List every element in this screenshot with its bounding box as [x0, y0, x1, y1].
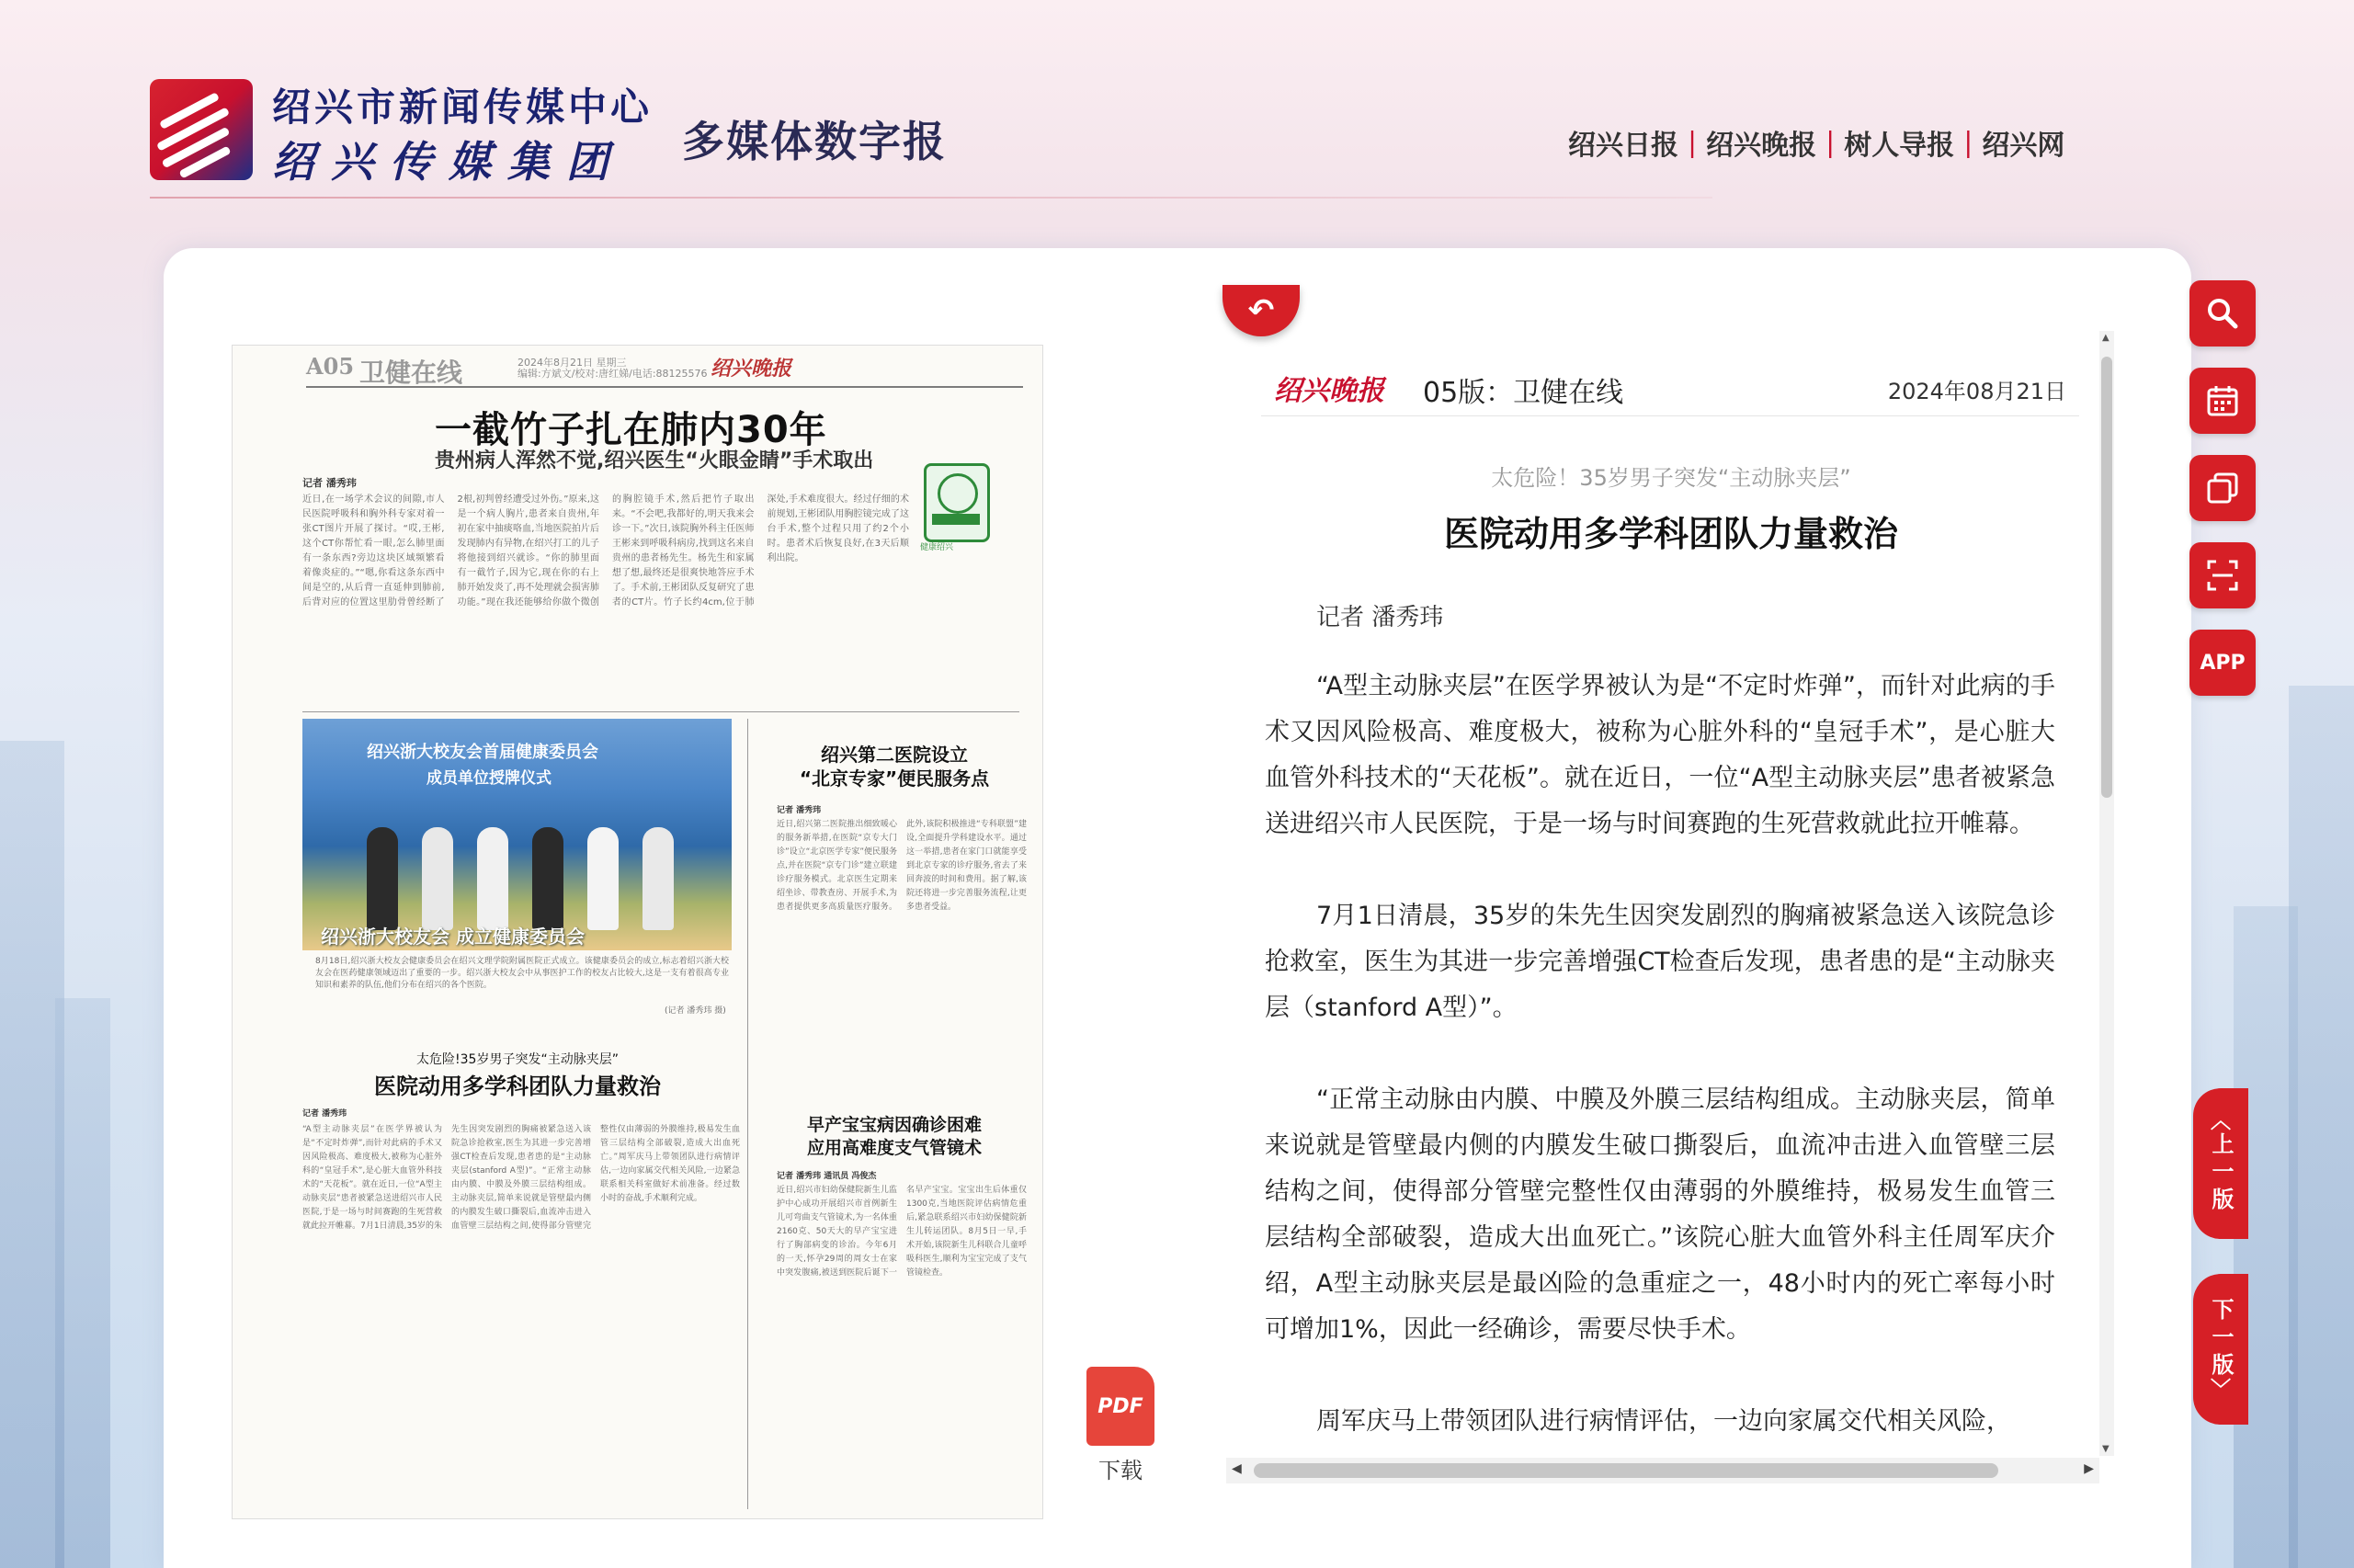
background-building — [2289, 686, 2354, 1568]
logo — [150, 79, 253, 180]
story2-body[interactable]: 近日,绍兴第二医院推出细致暖心的服务新举措,在医院“京专大门诊”设立“北京医学专家”便民服务点,并在医院“京专门诊”建立联建诊疗服务模式。北京医生定期来绍坐诊、带教查房、开展手术,为患者提供更多高质量医疗服务。此外,该院积极推进“专科联盟”建设,全面提升学科建设水平。通过这一举措,患者在家门口就能享受到北京专家的诊疗服务,省去了来回奔波的时间和费用。据了解,该院还将进一步完善服务流程,让更多患者受益。 — [777, 820, 1027, 912]
nav-link-shaoxing-net[interactable]: 绍兴网 — [1982, 130, 2065, 162]
story2-title[interactable]: 绍兴第二医院设立 “北京专家”便民服务点 — [799, 744, 990, 790]
horizontal-scroll-thumb[interactable] — [1254, 1463, 1998, 1478]
prev-page-label: 上一版 — [2208, 1132, 2234, 1215]
article-body — [1265, 664, 2055, 1443]
scan-icon — [2204, 557, 2241, 594]
background-building — [55, 998, 110, 1568]
copy-button[interactable] — [2189, 455, 2256, 521]
story4-title[interactable]: 早产宝宝病因确诊困难 应用高难度支气管镜术 — [806, 1115, 982, 1158]
chevron-up-icon: ︿ — [2210, 1110, 2231, 1133]
org-name: 绍兴市新闻传媒中心 — [272, 85, 654, 130]
group-name: 绍兴传媒集团 — [272, 137, 625, 187]
page-section-name: 卫健在线 — [359, 358, 463, 388]
article-paragraph: “A型主动脉夹层”在医学界被认为是“不定时炸弹”，而针对此病的手术又因风险极高、难度极大，被称为心脏外科的“皇冠手术”，是心脏大血管外科技术的“天花板”。就在近日，一位“A型主动脉夹层”患者被紧急送进绍兴市人民医院，于是一场与时间赛跑的生死营救就此拉开帷幕。 — [1265, 672, 2055, 838]
next-page-button[interactable] — [2193, 1274, 2248, 1425]
vertical-scrollbar[interactable] — [2099, 331, 2114, 1456]
photo-person — [367, 827, 398, 930]
photo-person — [643, 827, 674, 930]
article-kicker: 太危险！35岁男子突发“主动脉夹层” — [1491, 465, 1851, 491]
seal-ring — [938, 473, 978, 514]
page-editor-line: 编辑:方斌文/校对:唐红娣/电话:88125576 — [517, 368, 708, 380]
nav-separator: | — [1963, 126, 1973, 159]
vertical-scroll-thumb[interactable] — [2101, 357, 2112, 798]
story4-byline: 记者 潘秀玮 通讯员 冯俊杰 — [777, 1172, 877, 1181]
scroll-up-arrow-icon[interactable]: ▲ — [2102, 333, 2110, 343]
article-author: 记者 潘秀玮 — [1316, 604, 1444, 631]
app-button[interactable]: APP — [2189, 630, 2256, 696]
calendar-icon — [2204, 382, 2241, 419]
story4-body[interactable]: 近日,绍兴市妇幼保健院新生儿监护中心成功开展绍兴市首例新生儿可弯曲支气管镜术,为一名体重2160克、50天大的早产宝宝进行了胸部病变的诊治。今年6月的一天,怀孕29周的周女士在家中突发腹痛,被送到医院后诞下一名早产宝宝。宝宝出生后体重仅1300克,当地医院评估病情危重后,紧急联系绍兴市妇幼保健院新生儿转运团队。8月5日一早,手术开始,该院新生儿科联合儿童呼吸科医生,顺利为宝宝完成了支气管镜检查。 — [777, 1186, 1027, 1278]
story3-body[interactable]: “A型主动脉夹层”在医学界被认为是“不定时炸弹”,而针对此病的手术又因风险极高、难度极大,被称为心脏外科的“皇冠手术”,是心脏大血管外科技术的“天花板”。就在近日,一位“A型主动脉夹层”患者被紧急送进绍兴市人民医院,于是一场与时间赛跑的生死营救就此拉开帷幕。7月1日清晨,35岁的朱先生因突发剧烈的胸痛被紧急送入该院急诊抢救室,医生为其进一步完善增强CT检查后发现,患者患的是“主动脉夹层(stanford A型)”。“正常主动脉由内膜、中膜及外膜三层结构组成。主动脉夹层,简单来说就是管壁最内侧的内膜发生破口撕裂后,血流冲击进入血管壁三层结构之间,使得部分管壁完整性仅由薄弱的外膜维持,极易发生血管三层结构全部破裂,造成大出血死亡。”周军庆马上带领团队进行病情评估,一边向家属交代相关风险,一边紧急联系相关科室做好术前准备。经过数小时的奋战,手术顺利完成。 — [302, 1125, 740, 1231]
top-nav — [1568, 122, 2064, 163]
pdf-download-label[interactable]: 下载 — [1098, 1458, 1143, 1483]
event-photo[interactable] — [302, 719, 732, 950]
pdf-download-icon[interactable]: PDF — [1086, 1367, 1154, 1446]
photo-banner-sub: 成员单位授牌仪式 — [426, 769, 552, 788]
article-header — [1261, 364, 2079, 416]
article-paragraph: “正常主动脉由内膜、中膜及外膜三层结构组成。主动脉夹层，简单来说就是管壁最内侧的内膜发生破口撕裂后，血流冲击进入血管壁三层结构之间，使得部分管壁完整性仅由薄弱的外膜维持，极易发生血管三层结构全部破裂，造成大出血死亡。”该院心脏大血管外科主任周军庆介绍，A型主动脉夹层是最凶险的急重症之一，48小时内的死亡率每小时可增加1%，因此一经确诊，需要尽快手术。 — [1265, 1085, 2055, 1344]
article-title: 医院动用多学科团队力量救治 — [1443, 514, 1898, 554]
header-divider — [150, 197, 1712, 199]
photo-person — [587, 827, 619, 930]
story3-title[interactable]: 医院动用多学科团队力量救治 — [374, 1074, 661, 1099]
back-arrow-icon: ↶ — [1247, 292, 1275, 329]
scan-button[interactable] — [2189, 542, 2256, 608]
story1-body[interactable]: 近日,在一场学术会议的间隙,市人民医院呼吸科和胸外科专家对着一张CT图片开展了探讨。“哎,王彬,这个CT你帮忙看一眼,怎么肺里面有一条东西?旁边这块区域频繁看着像炎症的。”“嗯,你看这条东西中间是空的,从后背一直延伸到肺前,后背对应的位置这里肋骨曾经断了2根,初判曾经遭受过外伤。”原来,这是一个病人胸片,患者来自贵州,年初在家中抽痰咯血,当地医院拍片后发现肺内有异物,在绍兴打工的儿子将他接到绍兴就诊。“你的肺里面有一截竹子,因为它,现在你的右上肺开始发炎了,再不处理就会损害肺功能。”现在我还能够给你做个微创的胸腔镜手术,然后把竹子取出来。“不会吧,我都好的,明天我来会诊一下。”次日,该院胸外科主任医师王彬来到呼吸科病房,找到这名来自贵州的患者杨先生。杨先生和家属想了想,最终还是很爽快地答应手术了。手术前,王彬团队反复研究了患者的CT片。竹子长约4cm,位于肺深处,手术难度很大。经过仔细的术前规划,王彬团队用胸腔镜完成了这台手术,整个过程只用了约2个小时。患者术后恢复良好,在3天后顺利出院。 — [302, 494, 909, 608]
scroll-right-arrow-icon[interactable]: ▶ — [2084, 1461, 2094, 1476]
prev-page-button[interactable] — [2193, 1088, 2248, 1239]
product-name: 多媒体数字报 — [682, 117, 947, 166]
nav-separator: | — [1825, 126, 1836, 159]
health-seal-icon — [924, 463, 990, 542]
article-masthead: 绍兴晚报 — [1274, 375, 1384, 407]
article-pane — [1246, 331, 2096, 1443]
nav-link-shaoxing-daily[interactable]: 绍兴日报 — [1568, 130, 1678, 162]
copy-icon — [2204, 470, 2241, 506]
scroll-left-arrow-icon[interactable]: ◀ — [1232, 1461, 1242, 1476]
seal-bar — [932, 514, 980, 525]
search-button[interactable] — [2189, 280, 2256, 347]
article-paragraph: 7月1日清晨，35岁的朱先生因突发剧烈的胸痛被紧急送入该院急诊抢救室，医生为其进一步完善增强CT检查后发现，患者患的是“主动脉夹层（stanford A型）”。 — [1265, 902, 2055, 1022]
scroll-down-arrow-icon[interactable]: ▼ — [2102, 1444, 2110, 1454]
story1-byline: 记者 潘秀玮 — [302, 477, 357, 489]
photo-person — [477, 827, 508, 930]
nav-link-shaoxing-evening[interactable]: 绍兴晚报 — [1706, 130, 1817, 162]
photo-caption: 8月18日,绍兴浙大校友会健康委员会在绍兴文理学院附属医院正式成立。该健康委员会的成立,标志着绍兴浙大校友会在医药健康领域迈出了重要的一步。绍兴浙大校友会中从事医护工作的校友占比较大,这是一支有着很高专业知识和素养的队伍,他们分布在绍兴的各个医院。 — [315, 957, 729, 990]
next-page-label: 下一版 — [2208, 1298, 2234, 1381]
photo-credit: (记者 潘秀玮 摄) — [665, 1006, 726, 1016]
section-divider — [302, 711, 1019, 712]
story3-kicker: 太危险!35岁男子突发“主动脉夹层” — [416, 1052, 619, 1067]
photo-banner: 绍兴浙大校友会首届健康委员会 — [367, 743, 598, 762]
photo-overlay-text: 绍兴浙大校友会 成立健康委员会 — [321, 926, 585, 948]
article-paragraph: 周军庆马上带领团队进行病情评估，一边向家属交代相关风险， — [1316, 1407, 2011, 1436]
nav-separator: | — [1688, 126, 1698, 159]
horizontal-scrollbar[interactable] — [1226, 1458, 2099, 1483]
column-divider — [747, 719, 748, 1509]
search-icon — [2204, 295, 2241, 332]
nav-link-shuren-herald[interactable]: 树人导报 — [1844, 130, 1955, 162]
seal-caption: 健康绍兴 — [920, 543, 954, 552]
page-date: 2024年8月21日 星期三 — [517, 357, 627, 369]
page-masthead: 绍兴晚报 — [711, 358, 792, 381]
chevron-down-icon: ﹀ — [2210, 1379, 2231, 1402]
photo-person — [532, 827, 563, 930]
story2-byline: 记者 潘秀玮 — [777, 806, 822, 815]
newspaper-page[interactable] — [232, 345, 1043, 1519]
story3-byline: 记者 潘秀玮 — [302, 1109, 347, 1119]
calendar-button[interactable] — [2189, 368, 2256, 434]
story1-subtitle: 贵州病人浑然不觉,绍兴医生“火眼金睛”手术取出 — [435, 449, 874, 472]
photo-person — [422, 827, 453, 930]
story1-title[interactable]: 一截竹子扎在肺内30年 — [435, 409, 827, 451]
article-edition: 05版：卫健在线 — [1423, 377, 1624, 409]
page-number: A05 — [306, 353, 355, 380]
article-date: 2024年08月21日 — [1887, 379, 2066, 404]
page-header — [306, 353, 1023, 388]
